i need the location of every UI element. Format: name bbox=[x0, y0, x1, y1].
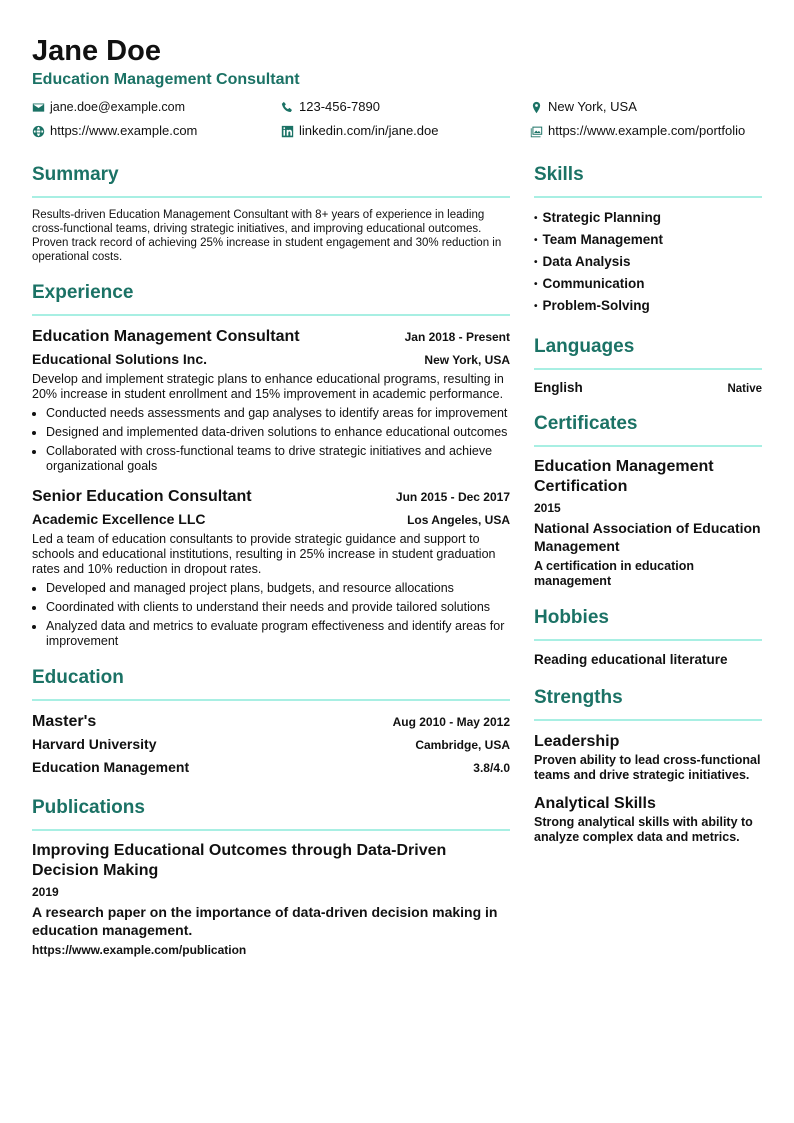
publication-link[interactable]: https://www.example.com/publication bbox=[32, 943, 247, 957]
publications-heading: Publications bbox=[32, 795, 510, 831]
job-bullet: • Collaborated with cross-functional teams to drive strategic initiatives and achieve organizational goals bbox=[46, 444, 510, 474]
job-bullet: • Conducted needs assessments and gap analyses to identify areas for improvement bbox=[46, 406, 510, 421]
education-heading: Education bbox=[32, 665, 510, 701]
job-location: New York, USA bbox=[424, 353, 510, 367]
portfolio-icon bbox=[530, 125, 543, 138]
education-field: Education Management bbox=[32, 759, 190, 775]
strengths-section bbox=[534, 685, 762, 845]
publications-section bbox=[32, 795, 510, 959]
skill-item: • Team Management bbox=[534, 230, 762, 252]
job-bullet: • Coordinated with clients to understand their needs and provide tailored solutions bbox=[46, 600, 510, 615]
contact-location-text: New York, USA bbox=[548, 99, 637, 114]
languages-section bbox=[534, 334, 762, 395]
strength-name: Analytical Skills bbox=[534, 795, 656, 812]
job-bullet: • Analyzed data and metrics to evaluate program effectiveness and identify areas for improvement bbox=[46, 619, 510, 649]
linkedin-icon bbox=[281, 125, 294, 138]
skill-item: • Problem-Solving bbox=[534, 296, 762, 318]
job-bullets bbox=[32, 406, 510, 474]
summary-text: Results-driven Education Management Consultant with 8+ years of experience in leading cross-functional teams, driving strategic initiatives, and improving educational outcomes. Proven track record of achieving 25% increase in student engagement and 30% reduction in operational costs. bbox=[32, 209, 502, 263]
contact-email[interactable] bbox=[32, 98, 281, 116]
job-description: Develop and implement strategic plans to enhance educational programs, resulting in 20% increase in student enrollment and 15% improvement in academic performance. bbox=[32, 372, 504, 401]
job-entry bbox=[32, 326, 510, 474]
hobbies-heading: Hobbies bbox=[534, 605, 762, 641]
contact-linkedin-text: linkedin.com/in/jane.doe bbox=[299, 123, 439, 138]
hobbies-section bbox=[534, 605, 762, 669]
job-location: Los Angeles, USA bbox=[407, 513, 510, 527]
job-description: Led a team of education consultants to provide strategic guidance and support to schools and educational institutions, resulting in 25% increase in student graduation rates and 10% reduction in dropout rates. bbox=[32, 532, 496, 576]
main-column bbox=[32, 162, 510, 975]
job-bullet: • Designed and implemented data-driven solutions to enhance educational outcomes bbox=[46, 425, 510, 440]
language-level: Native bbox=[727, 383, 762, 395]
education-section bbox=[32, 665, 510, 779]
publication-title: Improving Educational Outcomes through Data-Driven Decision Making bbox=[32, 842, 447, 879]
publication-year: 2019 bbox=[32, 885, 59, 899]
language-name: English bbox=[534, 380, 583, 395]
strength-item bbox=[534, 793, 762, 845]
summary-section bbox=[32, 162, 510, 264]
languages-heading: Languages bbox=[534, 334, 762, 370]
side-column bbox=[534, 162, 762, 975]
education-school: Harvard University bbox=[32, 736, 157, 752]
strengths-heading: Strengths bbox=[534, 685, 762, 721]
job-dates: Jun 2015 - Dec 2017 bbox=[395, 490, 510, 504]
contact-info bbox=[32, 98, 762, 140]
skills-heading: Skills bbox=[534, 162, 762, 198]
candidate-title: Education Management Consultant bbox=[32, 71, 300, 88]
strength-item bbox=[534, 731, 762, 783]
education-gpa: 3.8/4.0 bbox=[473, 761, 510, 775]
strength-name: Leadership bbox=[534, 733, 620, 750]
skill-item: • Strategic Planning bbox=[534, 208, 762, 230]
education-location: Cambridge, USA bbox=[415, 738, 510, 752]
education-degree: Master's bbox=[32, 713, 97, 730]
experience-heading: Experience bbox=[32, 280, 510, 316]
contact-phone-text: 123-456-7890 bbox=[299, 99, 380, 114]
job-company: Academic Excellence LLC bbox=[32, 511, 206, 527]
certificate-description: A certification in education management bbox=[534, 559, 694, 588]
location-icon bbox=[530, 101, 543, 114]
email-icon bbox=[32, 101, 45, 114]
education-dates: Aug 2010 - May 2012 bbox=[392, 715, 510, 729]
contact-website-text: https://www.example.com bbox=[50, 123, 198, 138]
resume-columns bbox=[32, 162, 762, 975]
contact-portfolio[interactable] bbox=[530, 122, 790, 140]
certificate-issuer: National Association of Education Management bbox=[534, 520, 761, 554]
skills-list bbox=[534, 208, 762, 318]
candidate-name: Jane Doe bbox=[32, 35, 161, 67]
job-entry bbox=[32, 486, 510, 649]
summary-heading: Summary bbox=[32, 162, 510, 198]
job-title: Education Management Consultant bbox=[32, 328, 300, 345]
contact-location bbox=[530, 98, 790, 116]
contact-portfolio-text: https://www.example.com/portfolio bbox=[548, 123, 746, 138]
contact-email-text: jane.doe@example.com bbox=[50, 100, 185, 114]
job-dates: Jan 2018 - Present bbox=[404, 330, 510, 344]
contact-linkedin[interactable] bbox=[281, 122, 530, 140]
job-title: Senior Education Consultant bbox=[32, 488, 252, 505]
certificate-year: 2015 bbox=[534, 501, 561, 515]
experience-section bbox=[32, 280, 510, 649]
certificate-name: Education Management Certification bbox=[534, 458, 714, 495]
skill-item: • Data Analysis bbox=[534, 252, 762, 274]
strength-description: Strong analytical skills with ability to analyze complex data and metrics. bbox=[534, 815, 753, 844]
contact-website[interactable] bbox=[32, 122, 281, 140]
strength-description: Proven ability to lead cross-functional teams and drive strategic initiatives. bbox=[534, 753, 761, 782]
job-company: Educational Solutions Inc. bbox=[32, 351, 208, 367]
skill-item: • Communication bbox=[534, 274, 762, 296]
certificates-section bbox=[534, 411, 762, 589]
globe-icon bbox=[32, 125, 45, 138]
skills-section bbox=[534, 162, 762, 318]
job-bullet: • Developed and managed project plans, budgets, and resource allocations bbox=[46, 581, 510, 596]
certificates-heading: Certificates bbox=[534, 411, 762, 447]
publication-description: A research paper on the importance of data-driven decision making in education management. bbox=[32, 904, 498, 938]
contact-phone[interactable] bbox=[281, 98, 530, 116]
job-bullets bbox=[32, 581, 510, 649]
hobby-item: Reading educational literature bbox=[534, 652, 728, 667]
phone-icon bbox=[281, 101, 294, 114]
